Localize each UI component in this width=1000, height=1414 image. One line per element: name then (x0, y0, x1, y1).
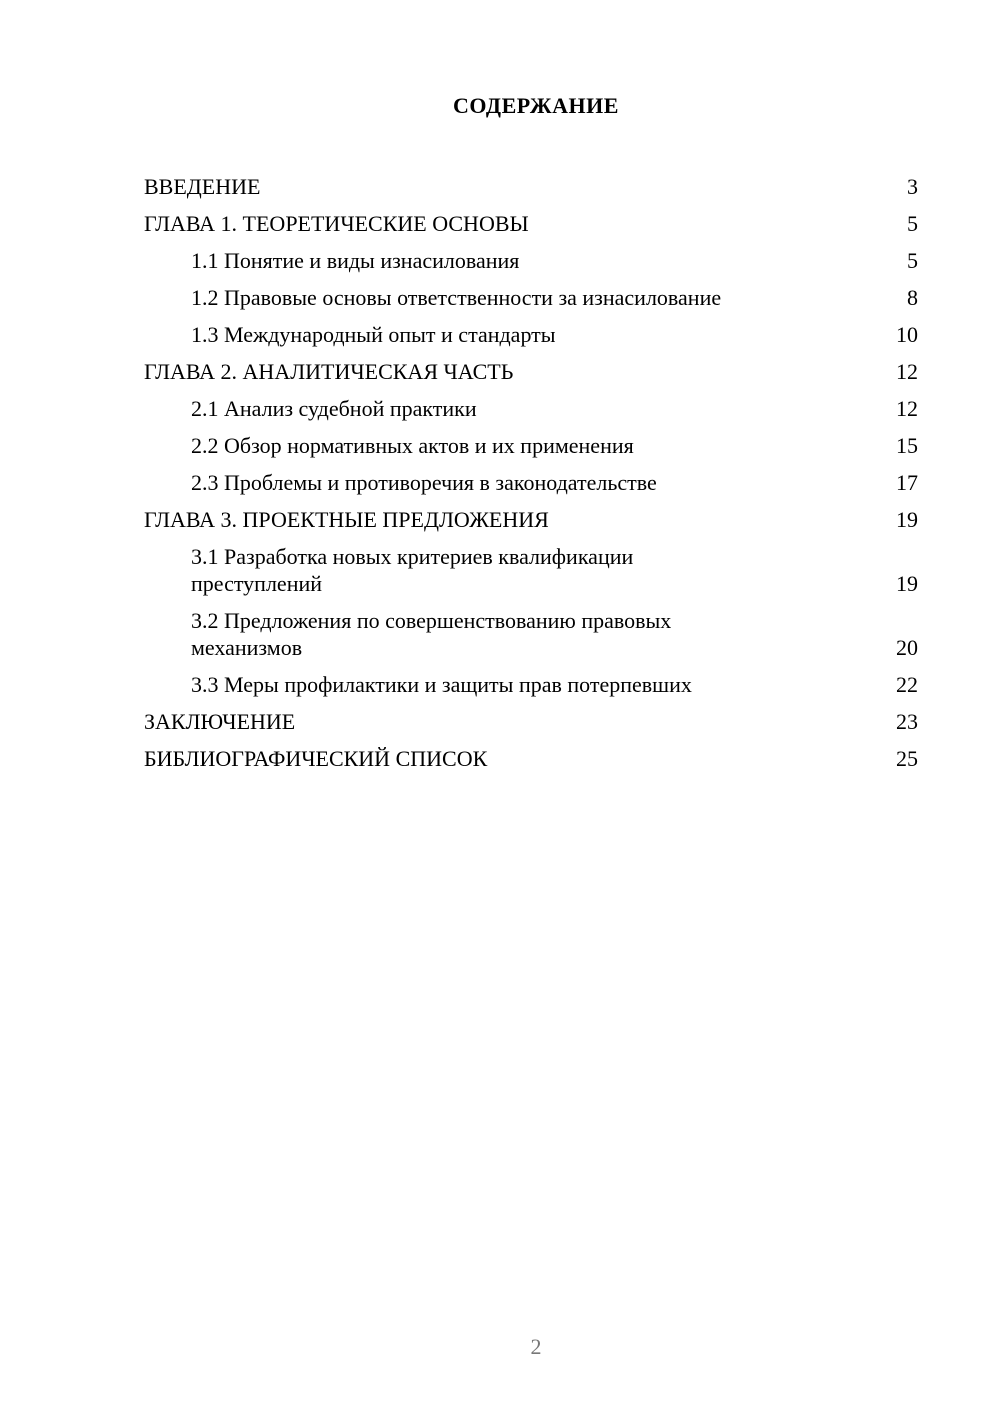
toc-entry-page: 19 (896, 507, 918, 532)
toc-entry (144, 390, 918, 427)
toc-entry (144, 666, 918, 703)
toc-entry-page: 15 (896, 433, 918, 458)
toc-entry (144, 279, 918, 316)
toc-entry-label: ЗАКЛЮЧЕНИЕ (144, 709, 296, 734)
toc-entry-page: 5 (907, 211, 918, 236)
toc-entry-label: ВВЕДЕНИЕ (144, 174, 261, 199)
toc-entry-page: 10 (896, 322, 918, 347)
toc-entry-label: 3.3 Меры профилактики и защиты прав потерпевших (191, 672, 692, 697)
toc-entry (144, 740, 918, 777)
toc-entry-label: ГЛАВА 2. АНАЛИТИЧЕСКАЯ ЧАСТЬ (144, 359, 514, 384)
toc-entry-page: 22 (896, 672, 918, 697)
toc-entry-label: 3.1 Разработка новых критериев квалификации преступлений (191, 544, 634, 596)
toc-entry (144, 602, 918, 666)
toc-entry (144, 538, 918, 602)
toc-entry-page: 12 (896, 359, 918, 384)
toc-entry (144, 427, 918, 464)
toc-entry (144, 205, 918, 242)
toc-entry-page: 8 (907, 285, 918, 310)
toc-entry-label: 1.1 Понятие и виды изнасилования (191, 248, 520, 273)
toc-entry-page: 17 (896, 470, 918, 495)
toc-entry-label: ГЛАВА 3. ПРОЕКТНЫЕ ПРЕДЛОЖЕНИЯ (144, 507, 549, 532)
page-number: 2 (530, 1334, 542, 1359)
toc-entry-page: 3 (907, 174, 918, 199)
toc-entry-label: 1.3 Международный опыт и стандарты (191, 322, 556, 347)
toc-entry-label: 2.3 Проблемы и противоречия в законодательстве (191, 470, 657, 495)
toc-entry (144, 703, 918, 740)
toc-entry (144, 242, 918, 279)
toc-entry-label: 2.1 Анализ судебной практики (191, 396, 477, 421)
toc-entry-page: 25 (896, 746, 918, 771)
toc-entry (144, 464, 918, 501)
toc-entry-label: 3.2 Предложения по совершенствованию правовых механизмов (191, 608, 672, 660)
toc-entry-label: 1.2 Правовые основы ответственности за изнасилование (191, 285, 722, 310)
table-of-contents (144, 168, 918, 777)
toc-title: СОДЕРЖАНИЕ (453, 93, 619, 118)
toc-entry-page: 19 (896, 571, 918, 596)
toc-entry-page: 20 (896, 635, 918, 660)
toc-entry-page: 12 (896, 396, 918, 421)
toc-entry-label: 2.2 Обзор нормативных актов и их применения (191, 433, 634, 458)
toc-entry (144, 168, 918, 205)
toc-entry-label: ГЛАВА 1. ТЕОРЕТИЧЕСКИЕ ОСНОВЫ (144, 211, 529, 236)
toc-entry-page: 23 (896, 709, 918, 734)
toc-entry-page: 5 (907, 248, 918, 273)
toc-entry (144, 353, 918, 390)
toc-entry (144, 316, 918, 353)
toc-entry-label: БИБЛИОГРАФИЧЕСКИЙ СПИСОК (144, 746, 488, 771)
toc-entry (144, 501, 918, 538)
